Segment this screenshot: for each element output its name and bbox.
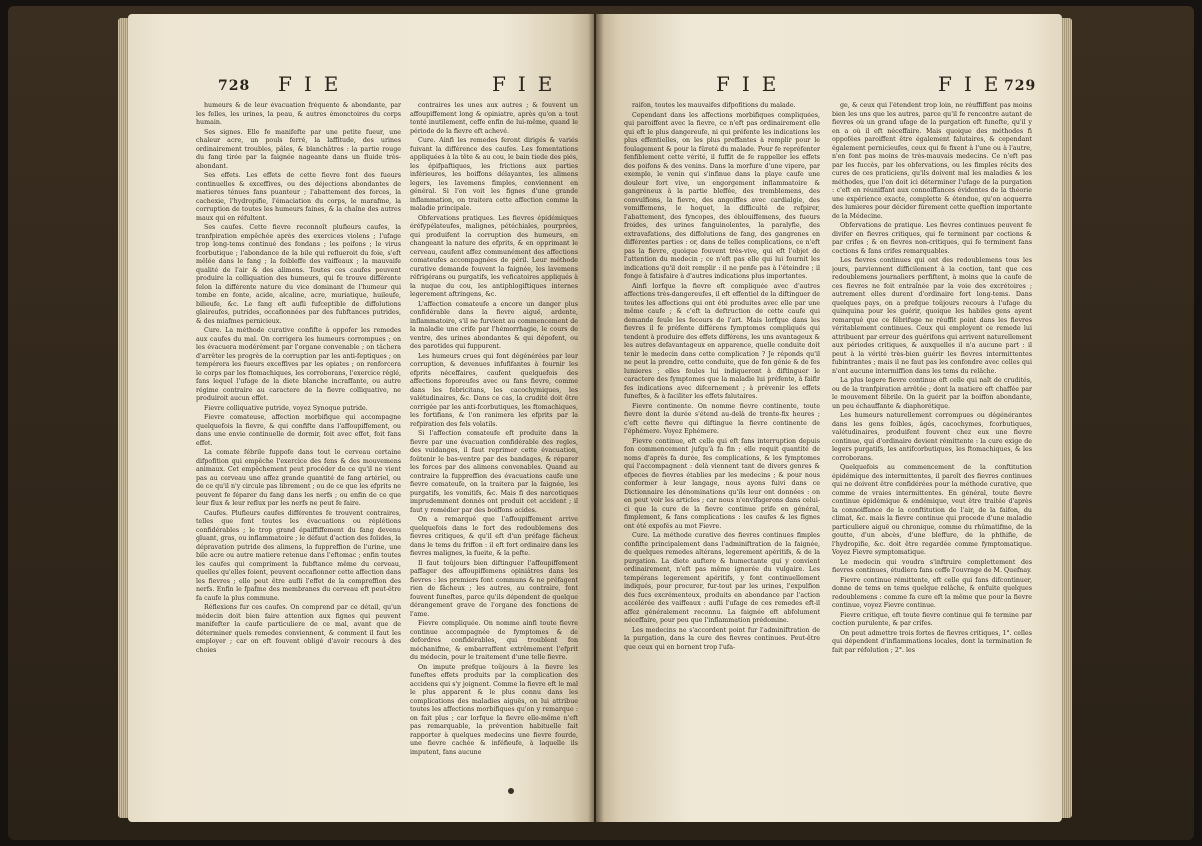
paragraph: Fievre continue rémittente, eft celle qui fans difcontinuer, donne de tems en tems quelque relâche, & enfuite quelques redoublemens : comme fa cure eft la même que pour la fievre continue, voyez Fievre continue. xyxy=(832,576,1032,609)
paragraph: On peut admettre trois fortes de fievres critiques, 1°. celles qui dépendent d'inflammations locales, dont la termination fe fait par réfolution ; 2°. les xyxy=(832,629,1032,654)
paragraph: Cependant dans les affections morbifiques compliquées, qui paroiffent avec la fievre, ce n'eft pas ordinairement elle qui eft le plus dangereufe, ni qui préfente les indications les plus effentielles, on les plus preffantes à remplir pour le foulagement & pour la fûreté du malade. Pour fe repréfenter fenfiblement cette vérité, il fuffit de fe rappeller les effets des poifons & des venins. Dans la morfure d'une vipere, par exemple, le venin qui s'infinue dans la playe caufe une douleur fort vive, un engorgement inflammatoire & gangréneux à la partie bleffée, des tremblemens, des convulfions, la fievre, des angoiffes avec cardialgie, des vomiffemens, le hoquet, la difficulté de refpirer, l'abattement, des fyncopes, des éblouiffemens, des fueurs froides, des urines fanguinolentes, la paralyfie, des extravafations, des diffolutions de fang, des gangrenes en différentes parties : or, dans de telles complications, ce n'eft pas la fievre, quoique fouvent très-vive, qui eft l'objet de l'attention du medecin ; ce n'eft pas elle qui lui fournit les indications qu'il doit remplir : il ne penfe pas à l'éteindre ; il fonge à fatisfaire à d'autres indications plus importantes. xyxy=(624,111,820,280)
paragraph: Fievre continue, eft celle qui eft fans interruption depuis fon commencement jufqu'à fa fin ; elle requit quantité de noms d'après fa durée, fes complications, & les fymptomes qui l'accompagnent : delà viennent tant de divers genres & efpeces de fievres établies par les medecins ; & pour nous conformer à leur langage, nous ayons fuivi dans ce Dictionnaire les dénominations qu'ils leur ont données : on en peut voir les articles ; car nous n'envifagerons dans celui-ci que la cure de la fievre continue prife en général, fimplement, & fans complications : les caufes & les fignes ont été expofés au mot Fievre. xyxy=(624,437,820,530)
signature-mark xyxy=(508,788,514,794)
page-edge-left xyxy=(118,18,128,818)
right-page-number: 729 xyxy=(1004,78,1037,94)
paragraph: raifon, toutes les mauvaifes difpofitions du malade. xyxy=(632,102,796,109)
paragraph: La comate fébrile fuppofe dans tout le cerveau certaine difpofition qui empêche l'exercice des fens & des mouvemens animaux. Cet empêchement peut procéder de ce qu'il ne vient pas au cerveau une affez grande quantité de fang artériel, ou de ce qu'il n'y circule pas librement ; ou de ce que les efprits ne peuvent fe féparer du fang dans les nerfs ; ou enfin de ce que leur flux & leur reflux par les nerfs ne peut fe faire. xyxy=(196,449,401,507)
paragraph: Obfervations pratiques. Les fievres épidémiques éréfypélateufes, malignes, pétéchiales, pourprées, qui produifent la corruption des humeurs, en changeant la nature des efprits, & en opprimant le cerveau, caufent affez communément des affections comateufes accompagnées de péril. Leur méthode curative demande fouvent la faignée, les lavemens réfrigérans ou purgatifs, les veficatoires appliqués à la nuque du cou, les antiphlogiftiques internes legerement aftringens, &c. xyxy=(410,214,578,298)
left-column-2 xyxy=(410,102,578,792)
paragraph: Cure. La méthode curative des fievres continues fimples confifte principalement dans l'adminiftration de la faignée, de quelques remedes altérans, legerement apéritifs, & de la purgation. La diete auftere & humectante qui y convient ordinairement, n'eft pas même ignorée du vulgaire. Les tempérans legerement apéritifs, y font continuellement indiqués, pour procurer, fur-tout par les urines, l'expulfion des fucs excrémenteux, produits en abondance par l'action accélérée des vaiffeaux : aufli l'ufage de ces remedes eft-il affez généralement reconnu. La faignée eft abfolument néceffaire, pour peu que l'inflammation prédomine. xyxy=(624,532,820,624)
left-page-number: 728 xyxy=(218,78,251,94)
paragraph: Ses signes. Elle fe manifefte par une petite fueur, une chaleur acre, un pouls ferré, la laffitude, des urines ordinairement troubles, pâles, & blanchâtres : la partie rouge du fang tirée par la faignée nageante dans un fluide très-abondant. xyxy=(196,128,401,170)
paragraph: ge, & ceux qui l'étendent trop loin, ne réuffiffent pas moins bien les uns que les autres, parce qu'il fe rencontre autant de fievres où un grand ufage de la purgation eft funefte, qu'il y en a où il eft néceffaire. Mais quoique des méthodes fi oppofées paroiffent être également falutaires, & cependant également pernicieufes, ceux qui fe fixent à l'une ou à l'autre, n'en font pas moins de très-mauvais medecins. Ce n'eft pas par les fuccès, par les obfervations, ou les fimples récits des cures de ces praticiens, qu'ils doivent mal les maladies & les méthodes, que l'on doit ici déterminer l'ufage de la purgation : c'eft en réuniffant aux connoiffances évidentes de la théorie une expérience exacte, complette & étendue, qu'on acquerra des lumieres pour décider fûrement cette queftion importante de la Médecine. xyxy=(832,102,1032,220)
left-page xyxy=(128,14,594,822)
paragraph: Les fievres continues qui ont des redoublemens tous les jours, parviennent difficilement à la coction, tant que ces redoublemens journaliers perfiftent, à moins que la caufe de ces fievres ne foit entraînée par la voie des excrétoires ; autrement elles durent d'ordinaire fort long-tems. Dans quelques pays, on a prefque toûjours recours à l'ufage du quinquina pour les guérir, quoique les habiles gens ayent remarqué que ce fébrifuge ne réuffit point dans les fievres véritablement continues. Ceux qui employent ce remede lui attribuent par erreur des guérifons qui arrivent naturellement aux périodes critiques, & auxquelles il n'a aucune part : il peut à la vérité très-bien guérir les fievres intermittentes fubintrantes ; mais il ne faut pas les confondre avec celles qui n'ont aucune intermiffion dans les tems du relâche. xyxy=(832,257,1032,375)
paragraph: Caufes. Plufieurs caufes différentes fe trouvent contraires, telles que font toutes les évacuations ou réplétions confidérables ; le trop grand épaiffiffement du fang devenu gluant, gras, ou inflammatoire ; le défaut d'action des folides, la dépravation putride des alimens, la fuppreffion de l'urine, une bile acre ou autre matiere retenue dans l'eftomac ; enfin toutes les caufes qui compriment la fubftance même du cerveau, quelles qu'elles foient, peuvent occafionner cette affection dans les fievres ; elle peut être aufli l'effet de la compreffion des nerfs. Enfin le fpafme des membranes du cerveau eft peut-être fa caufe la plus commune. xyxy=(196,509,401,602)
paragraph: Quelquefois au commencement de la conftitution épidémique des intermittentes, il paroît des fievres continues qui ne doivent être confidérées pour la méthode curative, que comme de vraies intermittentes. En général, toute fievre continue épidémique & endémique, veut être traitée d'après la connoiffance de la conftitution de l'air, de la faifon, du climat, &c. mais la fievre continue qui procede d'une maladie particuliere aiguë ou chronique, comme du rhûmatifme, de la goutte, d'un abcès, d'une bleffure, de la phthifie, de l'hydropifie, &c. doit être regardée comme fymptomatique. Voyez Fievre symptomatique. xyxy=(832,464,1032,556)
left-headword-inner: FIE xyxy=(492,72,565,96)
paragraph: Ainfi lorfque la fievre eft compliquée avec d'autres affections très-dangereufes, il eft effentiel de la diftinguer de toutes les affections qui ont été produites avec elle par une même caufe ; & c'eft la deftruction de cette caufe qui demande feule les fecours de l'art. Mais lorfque dans les fievres il fe préfente différens fymptomes compliqués qui tendent à produire des effets différens, les uns avantageux & les autres defavantageux en apparence, quelle conduite doit tenir le medecin dans cette complication ? Je réponds qu'il ne peut la prendre, cette conduite, que de fon génie & de fes lumieres ; elles feules lui indiqueront à diftinguer le caractere des fymptomes que la maladie lui préfente, à faifir fes indications avec difcernement ; à prévenir les effets funeftes, & à faciliter les effets falutaires. xyxy=(624,282,820,400)
paragraph: Fievre comateuse, affection morbifique qui accompagne quelquefois la fievre, & qui confifte dans l'affoupiffement, ou dans une envie continuelle de dormir, foit avec effet, foit fans effet. xyxy=(196,414,401,447)
paragraph: Si l'affection comateufe eft produite dans la fievre par une évacuation confidérable des regles, des vuidanges, il faut reprimer cette évacuation, foûtenir le bas-ventre par des bandages, & réparer les forces par des alimens convenables. Quand au contraire la fuppreffion des évacuations caufe une fievre comateufe, on la traitera par la faignée, les purgatifs, les vomitifs, &c. Mais fi des narcotiques imprudemment donnés ont produit cet accident ; il faut y remédier par des boiffons acides. xyxy=(410,430,578,514)
paragraph: Obfervations de pratique. Les fievres continues peuvent fe divifer en fievres critiques, qui fe terminent par coctions & par crifes ; & en fievres non-critiques, qui fe terminent fans coctions & fans crifes remarquables. xyxy=(832,222,1032,255)
paragraph: Cure. Ainfi les remedes feront dirigés & variés fuivant la différence des caufes. Les fomentations appliquées à la tête & au cou, le bain tiede des piés, les épifpaftiques, les frictions aux parties inférieures, les boiffons délayantes, les alimens legers, les lavemens fimples, conviennent en général. Si l'on voit les fignes d'une grande inflammation, on traitera cette affection comme la maladie principale. xyxy=(410,137,578,212)
paragraph: Cure. La méthode curative confifte à oppofer les remedes aux caufes du mal. On corrigera les humeurs corrompues ; on les évacuera modérément par l'organe convenable ; on tâchera d'arrêter les progrès de la corruption par les anti-feptiques ; on tempérera les fueurs exceffives par les opiates ; on renforcera le corps par les ftomachiques, les corroborans, l'exercice réglé, fans lequel l'ufage de la diete blanche incraffante, ou autre régime contraire au caractere de la fievre colliquative, ne produiroit aucun effet. xyxy=(196,327,401,402)
paragraph: Ses effets. Les effets de cette fievre font des fueurs continuelles & exceffives, ou des déjections abondantes de matieres ténues fans puanteur ; l'abattement des forces, la cachexie, l'hydropifie, l'émaciation du corps, le marafme, la corruption de toutes les humeurs faines, & la chaîne des autres maux qui en réfultent. xyxy=(196,172,401,222)
right-column-1 xyxy=(624,102,820,792)
paragraph: Le medecin qui voudra s'inftruire complettement des fievres continues, étudiera fans ceffe l'ouvrage de M. Quefnay. xyxy=(832,558,1032,574)
paragraph: Fievre compliquée. On nomme ainfi toute fievre continue accompagnée de fymptomes & de defordres confidérables, qui troublent fon méchanifme, & embarraffent extrêmement l'efprit du médecin, pour le traitement d'une telle fievre. xyxy=(410,620,578,661)
left-running-head xyxy=(148,72,574,102)
paragraph: On a remarqué que l'affoupiffement arrive quelquefois dans le fort des redoublemens des fievres critiques, & qu'il eft d'un préfage fâcheux dans le tems du friffon : il eft fort ordinaire dans les fievres malignes, la fueite, & la pefte. xyxy=(410,516,578,557)
paragraph: contraires les unes aux autres ; & fouvent un affoupiffement long & opiniatre, après qu'on a tout tenté inutilement, ceffe enfin de lui-même, quand le période de la fievre eft achevé. xyxy=(410,102,578,135)
paragraph: humeurs & de leur évacuation fréquente & abondante, par les felles, les urines, la peau, & autres émonctoires du corps humain. xyxy=(196,102,401,126)
paragraph: On impute prefque toûjours à la fievre les funeftes effets produits par la complication des accidens qui s'y joignent. Comme la fievre eft le mal le plus apparent & le plus connu dans les complications des maladies aiguës, on lui attribue toutes les affections morbifiques qu'on y remarque : on fait plus ; car lorfque la fievre elle-même n'eft pas remarquable, la prévention habituelle fait rapporter à quelques medecins une fievre fourde, une fievre cachée & inféfieufe, à laquelle ils imputent, fans aucune xyxy=(410,663,578,756)
right-column-2 xyxy=(832,102,1032,792)
left-headword: FIE xyxy=(278,72,351,96)
paragraph: Fievre critique, eft toute fievre continue qui fe termine par coction purulente, & par crifes. xyxy=(832,611,1032,627)
paragraph: Les humeurs crues qui font dégénérées par leur corruption, & devenues infufifantes à fournir les efprits néceffaires, caufent quelquefois des affections foporeufes avec ou fans fievre, comme dans les febricitans, les cacochymiques, les valétudinaires, &c. Dans ce cas, la crudité doit être corrigée par les anti-fcorbutiques, les ftomachiques, les fortifians, & l'on ranimera les efprits par la refpiration des fels volatils. xyxy=(410,352,578,428)
page-edge-right xyxy=(1062,18,1072,818)
paragraph: Ses caufes. Cette fievre reconnoît plufieurs caufes, la tranfpiration empêchée après des exercices violens ; l'ufage trop long-tems continué des fondans ; les poifons ; le virus fcorbutique ; l'abondance de la bile qui reflueroit du foie, s'eft mêlée dans le fang ; la foibleffe des vaiffeaux ; la mauvaife qualité de l'air & des alimens. Toutes ces caufes peuvent produire la colliquation des humeurs, qui fe trouve différente felon la différente nature du vice dominant de l'humeur qui tombe en fonte, acide, alcaline, acre, muriatique, huileufe, bilieufe, &c. Le fang eft aufli fufceptible de diffolutions glaireufes, putrides, occafionnées par des fubftances putrides, & des miafmes pernicieux. xyxy=(196,224,401,325)
left-column-1 xyxy=(196,102,401,792)
paragraph: Réflexions fur ces caufes. On comprend par ce détail, qu'un médecin doit bien faire attention aux fignes qui peuvent manifefter la caufe particuliere de ce mal, avant que de déterminer quels remedes conviennent, & comment il faut les employer ; car on eft fouvent obligé d'avoir recours à des choies xyxy=(196,604,401,654)
paragraph: L'affection comateufe a encore un danger plus confidérable dans la fievre aiguë, ardente, inflammatoire, s'il ne furvient au commencement de la maladie une crife par l'hémorrhagie, le cours de ventre, des urines abondantes & qui dépofent, ou des parotides qui fuppurent. xyxy=(410,300,578,350)
right-running-head xyxy=(616,72,1042,102)
paragraph: Les medecins ne s'accordent point fur l'adminiftration de la purgation, dans la cure des fievres continues. Peut-être que ceux qui en bornent trop l'ufa- xyxy=(624,626,820,651)
paragraph: Il faut toûjours bien diftinguer l'affoupiffement paffager des affoupiffemens opiniâtres dans les fievres : les premiers font communs & ne préfagent rien de fâcheux ; les autres, au contraire, font fouvent funeftes, parce qu'ils dépendent de quelque dérangement grave de l'organe des fonctions de l'ame. xyxy=(410,559,578,618)
right-page xyxy=(596,14,1062,822)
book-gutter xyxy=(588,14,604,822)
paragraph: Fievre colliquative putride, voyez Synoque putride. xyxy=(204,404,368,412)
right-headword: FIE xyxy=(938,72,1011,96)
paragraph: Fievre continente. On nomme fievre continente, toute fievre dont la durée s'étend au-delà de trente-fix heures ; c'eft cette fievre qui diftingue la fievre continente de l'éphémere. Voyez Ephémere. xyxy=(624,402,820,435)
right-headword-inner: FIE xyxy=(716,72,789,96)
paragraph: Les humeurs naturellement corrompues ou dégénérantes dans les gens foibles, âgés, cacochymes, fcorbutiques, valétudinaires, produifent fouvent chez eux une fievre continue, qui d'ordinaire devient rémittente : la cure exige de legers purgatifs, les antifcorbutiques, les ftomachiques, & les corroborans. xyxy=(832,412,1032,462)
paragraph: La plus legere fievre continue eft celle qui naît de crudités, ou de la tranfpiration arrêtée ; dont la matiere eft chaffée par le mouvement fébrile. On la guérit par la boiffon abondante, un peu échauffante & diaphorétique. xyxy=(832,377,1032,410)
